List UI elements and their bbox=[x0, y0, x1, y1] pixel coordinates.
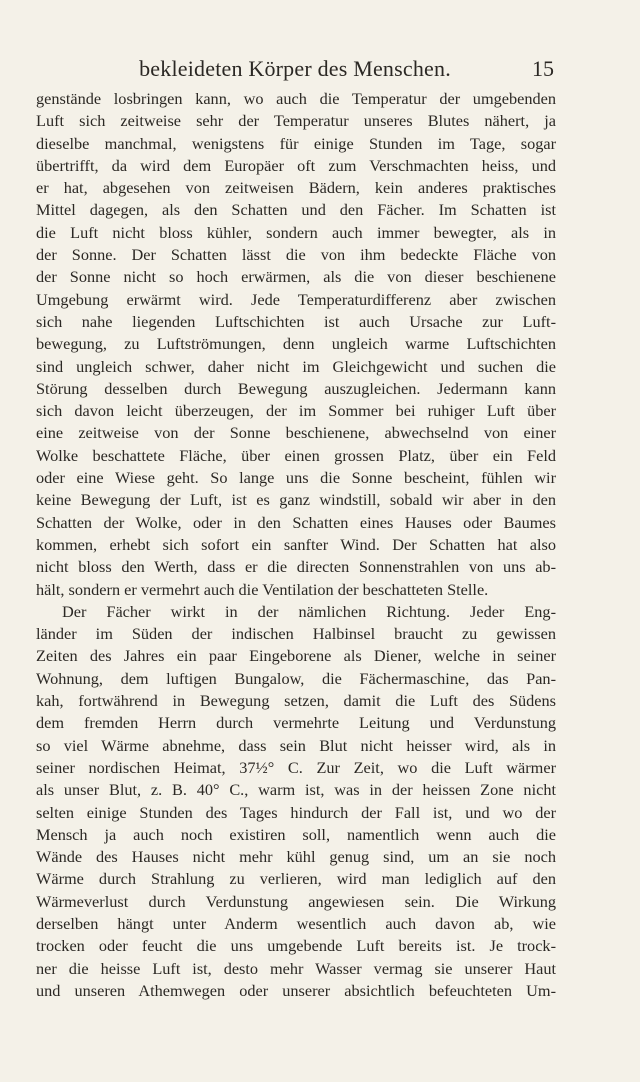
text-line: selten einige Stunden des Tages hindurch der Fall ist, und wo der bbox=[36, 802, 556, 822]
text-line: der Sonne nicht so hoch erwärmen, als die von dieser beschienene bbox=[36, 267, 556, 287]
text-line: Wände des Hauses nicht mehr kühl genug sind, um an sie noch bbox=[36, 847, 556, 867]
running-title: bekleideten Körper des Menschen. bbox=[139, 56, 451, 81]
text-line: Wärmeverlust durch Verdunstung angewiesen sein. Die Wirkung bbox=[36, 891, 556, 911]
text-line: sich davon leicht überzeugen, der im Sommer bei ruhiger Luft über bbox=[36, 401, 556, 421]
text-line: kah, fortwährend in Bewegung setzen, damit die Luft des Südens bbox=[36, 691, 556, 711]
running-header bbox=[36, 56, 554, 86]
text-line: sind ungleich schwer, daher nicht im Gleichgewicht und suchen die bbox=[36, 356, 556, 376]
text-line: Wohnung, dem luftigen Bungalow, die Fächermaschine, das Pan- bbox=[36, 668, 556, 688]
text-line: ner die heisse Luft ist, desto mehr Wasser vermag sie unserer Haut bbox=[36, 958, 556, 978]
text-line: trocken oder feucht die uns umgebende Luft bereits ist. Je trock- bbox=[36, 936, 556, 956]
text-line: Der Fächer wirkt in der nämlichen Richtung. Jeder Eng- bbox=[62, 601, 556, 621]
text-line: die Luft nicht bloss kühler, sondern auch immer bewegter, als in bbox=[36, 222, 556, 242]
text-line: hält, sondern er vermehrt auch die Ventilation der beschatteten Stelle. bbox=[36, 579, 489, 599]
text-line: oder eine Wiese geht. So lange uns die Sonne bescheint, fühlen wir bbox=[36, 468, 556, 488]
text-line: eine zeitweise von der Sonne beschienene, abwechselnd von einer bbox=[36, 423, 556, 443]
text-line: sich nahe liegenden Luftschichten ist auch Ursache zur Luft- bbox=[36, 311, 556, 331]
text-line: Mensch ja auch noch existiren soll, namentlich wenn auch die bbox=[36, 824, 556, 844]
text-line: dieselbe manchmal, wenigstens für einige Stunden im Tage, sogar bbox=[36, 133, 556, 153]
text-line: dem fremden Herrn durch vermehrte Leitung und Verdunstung bbox=[36, 713, 556, 733]
text-line: seiner nordischen Heimat, 37½° C. Zur Zeit, wo die Luft wärmer bbox=[36, 757, 556, 777]
text-line: Umgebung erwärmt wird. Jede Temperaturdifferenz aber zwischen bbox=[36, 289, 556, 309]
text-line: Luft sich zeitweise sehr der Temperatur unseres Blutes nähert, ja bbox=[36, 111, 556, 131]
text-line: Zeiten des Jahres ein paar Eingeborene als Diener, welche in seiner bbox=[36, 646, 556, 666]
body-text bbox=[36, 88, 556, 1002]
text-line: und unseren Athemwegen oder unserer absichtlich befeuchteten Um- bbox=[36, 980, 556, 1000]
text-line: der Sonne. Der Schatten lässt die von ihm bedeckte Fläche von bbox=[36, 245, 556, 265]
text-line: als unser Blut, z. B. 40° C., warm ist, was in der heissen Zone nicht bbox=[36, 780, 556, 800]
text-line: Störung desselben durch Bewegung auszugleichen. Jedermann kann bbox=[36, 378, 556, 398]
text-line: derselben hängt unter Anderm wesentlich auch davon ab, wie bbox=[36, 913, 556, 933]
page-number: 15 bbox=[532, 56, 554, 81]
text-line: so viel Wärme abnehme, dass sein Blut nicht heisser wird, als in bbox=[36, 735, 556, 755]
text-line: Schatten der Wolke, oder in den Schatten eines Hauses oder Baumes bbox=[36, 512, 556, 532]
text-line: er hat, abgesehen von zeitweisen Bädern, kein anderes praktisches bbox=[36, 178, 556, 198]
text-line: übertrifft, da wird dem Europäer oft zum Verschmachten heiss, und bbox=[36, 155, 556, 175]
text-line: Mittel dagegen, als den Schatten und den Fächer. Im Schatten ist bbox=[36, 200, 556, 220]
text-line: keine Bewegung der Luft, ist es ganz windstill, sobald wir aber in den bbox=[36, 490, 556, 510]
text-line: Wärme durch Strahlung zu verlieren, wird man lediglich auf den bbox=[36, 869, 556, 889]
text-line: länder im Süden der indischen Halbinsel braucht zu gewissen bbox=[36, 624, 556, 644]
text-line: kommen, erhebt sich sofort ein sanfter Wind. Der Schatten hat also bbox=[36, 534, 556, 554]
text-line: nicht bloss den Werth, dass er die directen Sonnenstrahlen von uns ab- bbox=[36, 557, 556, 577]
text-line: genstände losbringen kann, wo auch die Temperatur der umgebenden bbox=[36, 89, 556, 108]
text-line: Wolke beschattete Fläche, über einen grossen Platz, über ein Feld bbox=[36, 445, 556, 465]
text-line: bewegung, zu Luftströmungen, denn ungleich warme Luftschichten bbox=[36, 334, 556, 354]
